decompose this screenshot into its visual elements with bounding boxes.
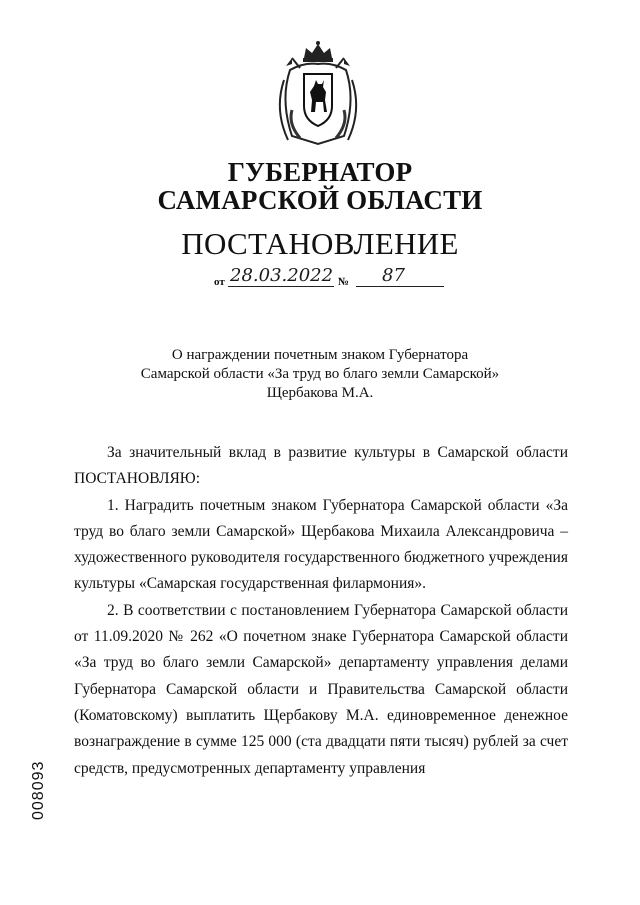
document-body <box>74 440 568 782</box>
paragraph-2: 2. В соответствии с постановлением Губернатора Самарской области от 11.09.2020 № 262 «О почетном знаке Губернатора Самарской области «За труд во благо земли Самарской» департаменту управления делами Губернатора Самарской области и Правительства Самарской области (Коматовскому) выплатить Щербакову М.А. единовременное денежное вознаграждение в сумме 125 000 (ста двадцати пяти тысяч) рублей за счет средств, предусмотренных департаменту управления <box>74 601 568 777</box>
registration-number: 008093 <box>30 760 47 820</box>
subject-line: Щербакова М.А. <box>266 385 374 401</box>
number-label: № <box>338 276 350 288</box>
handwritten-date: 28.03.2022 <box>230 265 334 286</box>
document-subject <box>120 346 520 403</box>
organization-title-line1: ГУБЕРНАТОР <box>227 157 413 187</box>
intro-paragraph: За значительный вклад в развитие культуры в Самарской области <box>107 444 568 461</box>
date-number-line <box>214 265 444 292</box>
date-underline <box>228 286 334 287</box>
coat-of-arms-icon <box>270 40 366 148</box>
paragraph-1: 1. Наградить почетным знаком Губернатора Самарской области «За труд во благо земли Самарской» Щербакова Михаила Александровича – художественного руководителя государственного бюджетного учреждения культуры «Самарская государственная филармония». <box>74 496 568 593</box>
date-label: от <box>214 276 225 288</box>
subject-line: О награждении почетным знаком Губернатора <box>171 347 469 363</box>
number-underline <box>356 286 444 287</box>
organization-title-line2: САМАРСКОЙ ОБЛАСТИ <box>157 185 483 215</box>
handwritten-number: 87 <box>382 265 405 286</box>
document-type-title: ПОСТАНОВЛЕНИЕ <box>181 226 459 261</box>
decree-word: ПОСТАНОВЛЯЮ: <box>74 470 201 488</box>
subject-line: Самарской области «За труд во благо земли Самарской» <box>140 366 500 382</box>
